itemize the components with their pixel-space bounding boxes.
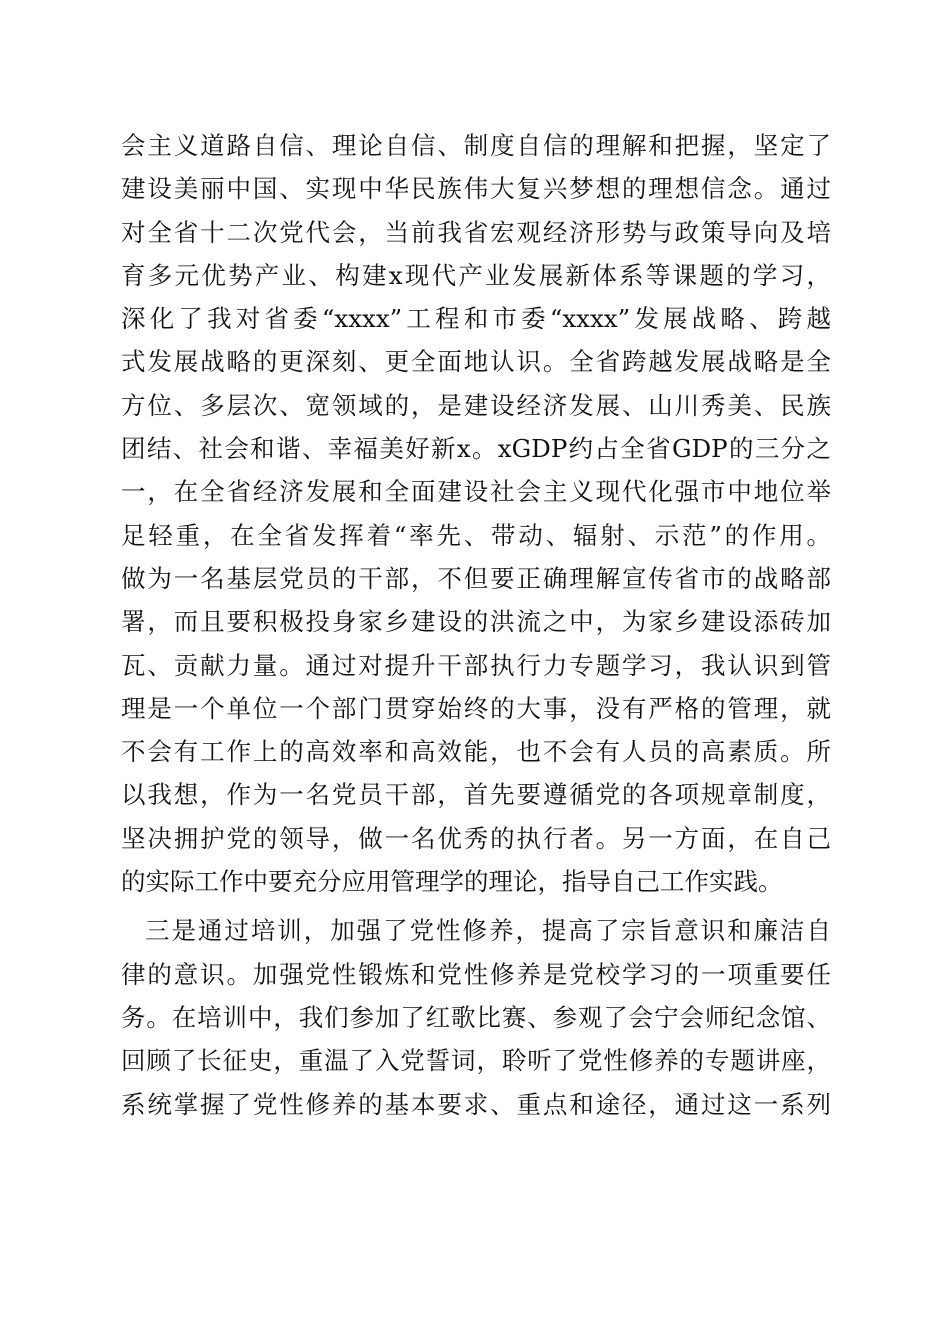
- text-line: 瓦、贡献力量。通过对提升干部执行力专题学习，我认识到管: [121, 650, 831, 680]
- text-line: 理是一个单位一个部门贯穿始终的大事，没有严格的管理，就: [121, 693, 831, 723]
- text-line: 务。在培训中，我们参加了红歌比赛、参观了会宁会师纪念馆、: [121, 1002, 831, 1032]
- text-line: 系统掌握了党性修养的基本要求、重点和途径，通过这一系列: [121, 1089, 831, 1119]
- text-line: 方位、多层次、宽领域的，是建设经济发展、山川秀美、民族: [121, 390, 831, 420]
- text-line: 的实际工作中要充分应用管理学的理论，指导自己工作实践。: [121, 867, 783, 897]
- text-line: 律的意识。加强党性锻炼和党性修养是党校学习的一项重要任: [121, 959, 831, 989]
- text-line: 署，而且要积极投身家乡建设的洪流之中，为家乡建设添砖加: [121, 607, 831, 637]
- text-line: 回顾了长征史，重温了入党誓词，聆听了党性修养的专题讲座，: [121, 1046, 831, 1076]
- paragraph-1: [121, 124, 831, 903]
- text-line: 以我想，作为一名党员干部，首先要遵循党的各项规章制度，: [121, 780, 831, 810]
- document-body: [121, 124, 831, 1126]
- text-line: 做为一名基层党员的干部，不但要正确理解宣传省市的战略部: [121, 563, 831, 593]
- text-line: 式发展战略的更深刻、更全面地认识。全省跨越发展战略是全: [121, 347, 831, 377]
- text-line: 足轻重，在全省发挥着“率先、带动、辐射、示范”的作用。: [121, 520, 831, 550]
- text-line: 不会有工作上的高效率和高效能，也不会有人员的高素质。所: [121, 737, 831, 767]
- text-line: 育多元优势产业、构建x现代产业发展新体系等课题的学习，: [121, 260, 831, 290]
- text-line: 坚决拥护党的领导，做一名优秀的执行者。另一方面，在自己: [121, 823, 831, 853]
- text-line: 一，在全省经济发展和全面建设社会主义现代化强市中地位举: [121, 477, 831, 507]
- text-line: 三是通过培训，加强了党性修养，提高了宗旨意识和廉洁自: [145, 916, 831, 946]
- text-line: 团结、社会和谐、幸福美好新x。xGDP约占全省GDP的三分之: [121, 434, 831, 464]
- paragraph-2: [121, 909, 831, 1125]
- text-line: 对全省十二次党代会，当前我省宏观经济形势与政策导向及培: [121, 217, 831, 247]
- text-line: 会主义道路自信、理论自信、制度自信的理解和把握，坚定了: [121, 131, 831, 160]
- text-line: 建设美丽中国、实现中华民族伟大复兴梦想的理想信念。通过: [121, 174, 831, 204]
- text-line: 深化了我对省委“xxxx”工程和市委“xxxx”发展战略、跨越: [121, 304, 831, 334]
